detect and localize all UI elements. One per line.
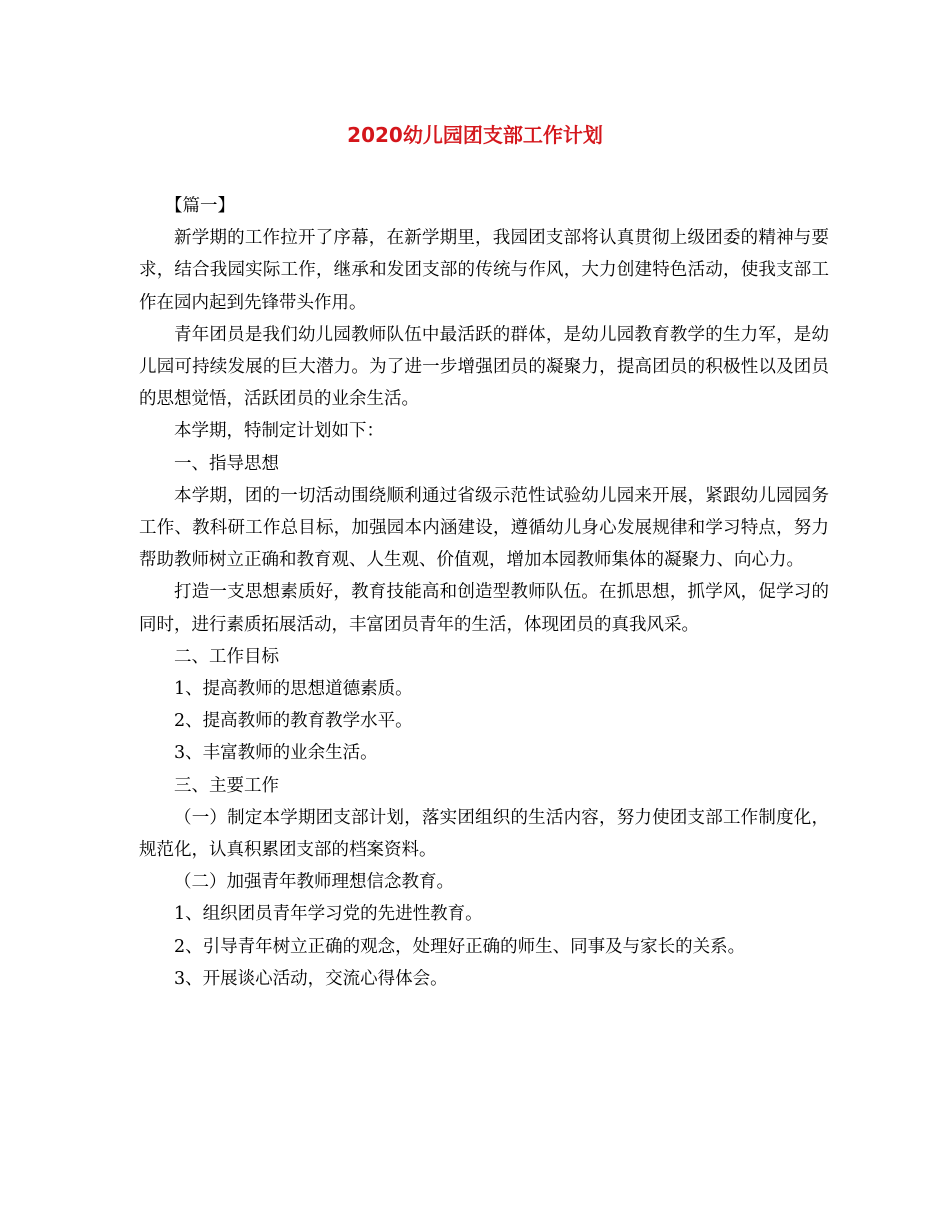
heading-guiding-ideology: 一、指导思想: [174, 453, 279, 474]
list-item-goal-3: 3、丰富教师的业余生活。: [174, 743, 378, 764]
paragraph-guiding-ideology: 本学期，团的一切活动围绕顺利通过省级示范性试验幼儿园来开展，紧跟幼儿园园务工作、教科研工作总目标，加强园本内涵建设，遵循幼儿身心发展规律和学习特点，努力帮助教师树立正确和教育观、人生观、价值观，增加本园教师集体的凝聚力、向心力。: [139, 485, 829, 571]
paragraph-intro: 新学期的工作拉开了序幕，在新学期里，我园团支部将认真贯彻上级团委的精神与要求，结合我园实际工作，继承和发团支部的传统与作风，大力创建特色活动，使我支部工作在园内起到先锋带头作用。: [139, 228, 829, 313]
paragraph-main-work-1: （一）制定本学期团支部计划，落实团组织的生活内容，努力使团支部工作制度化，规范化，认真积累团支部的档案资料。: [139, 807, 829, 861]
section-tag-part-one: 【篇一】: [165, 196, 235, 216]
paragraph-build-team: 打造一支思想素质好，教育技能高和创造型教师队伍。在抓思想，抓学风，促学习的同时，进行素质拓展活动，丰富团员青年的生活，体现团员的真我风采。: [139, 582, 829, 635]
list-item-goal-2: 2、提高教师的教育教学水平。: [174, 711, 413, 732]
paragraph-main-work-2: （二）加强青年教师理想信念教育。: [174, 872, 454, 893]
heading-main-work: 三、主要工作: [174, 775, 279, 796]
list-item-work-2: 2、引导青年树立正确的观念，处理好正确的师生、同事及与家长的关系。: [174, 936, 746, 957]
heading-work-goals: 二、工作目标: [174, 646, 279, 667]
document-title: 2020幼儿园团支部工作计划: [347, 123, 603, 147]
list-item-work-3: 3、开展谈心活动，交流心得体会。: [174, 968, 448, 989]
list-item-work-1: 1、组织团员青年学习党的先进性教育。: [174, 904, 483, 925]
paragraph-youth-members: 青年团员是我们幼儿园教师队伍中最活跃的群体，是幼儿园教育教学的生力军，是幼儿园可持续发展的巨大潜力。为了进一步增强团员的凝聚力，提高团员的积极性以及团员的思想觉悟，活跃团员的业余生活。: [139, 324, 829, 410]
document-body: [139, 190, 829, 995]
paragraph-plan-lead: 本学期，特制定计划如下：: [174, 421, 384, 442]
list-item-goal-1: 1、提高教师的思想道德素质。: [174, 679, 413, 700]
